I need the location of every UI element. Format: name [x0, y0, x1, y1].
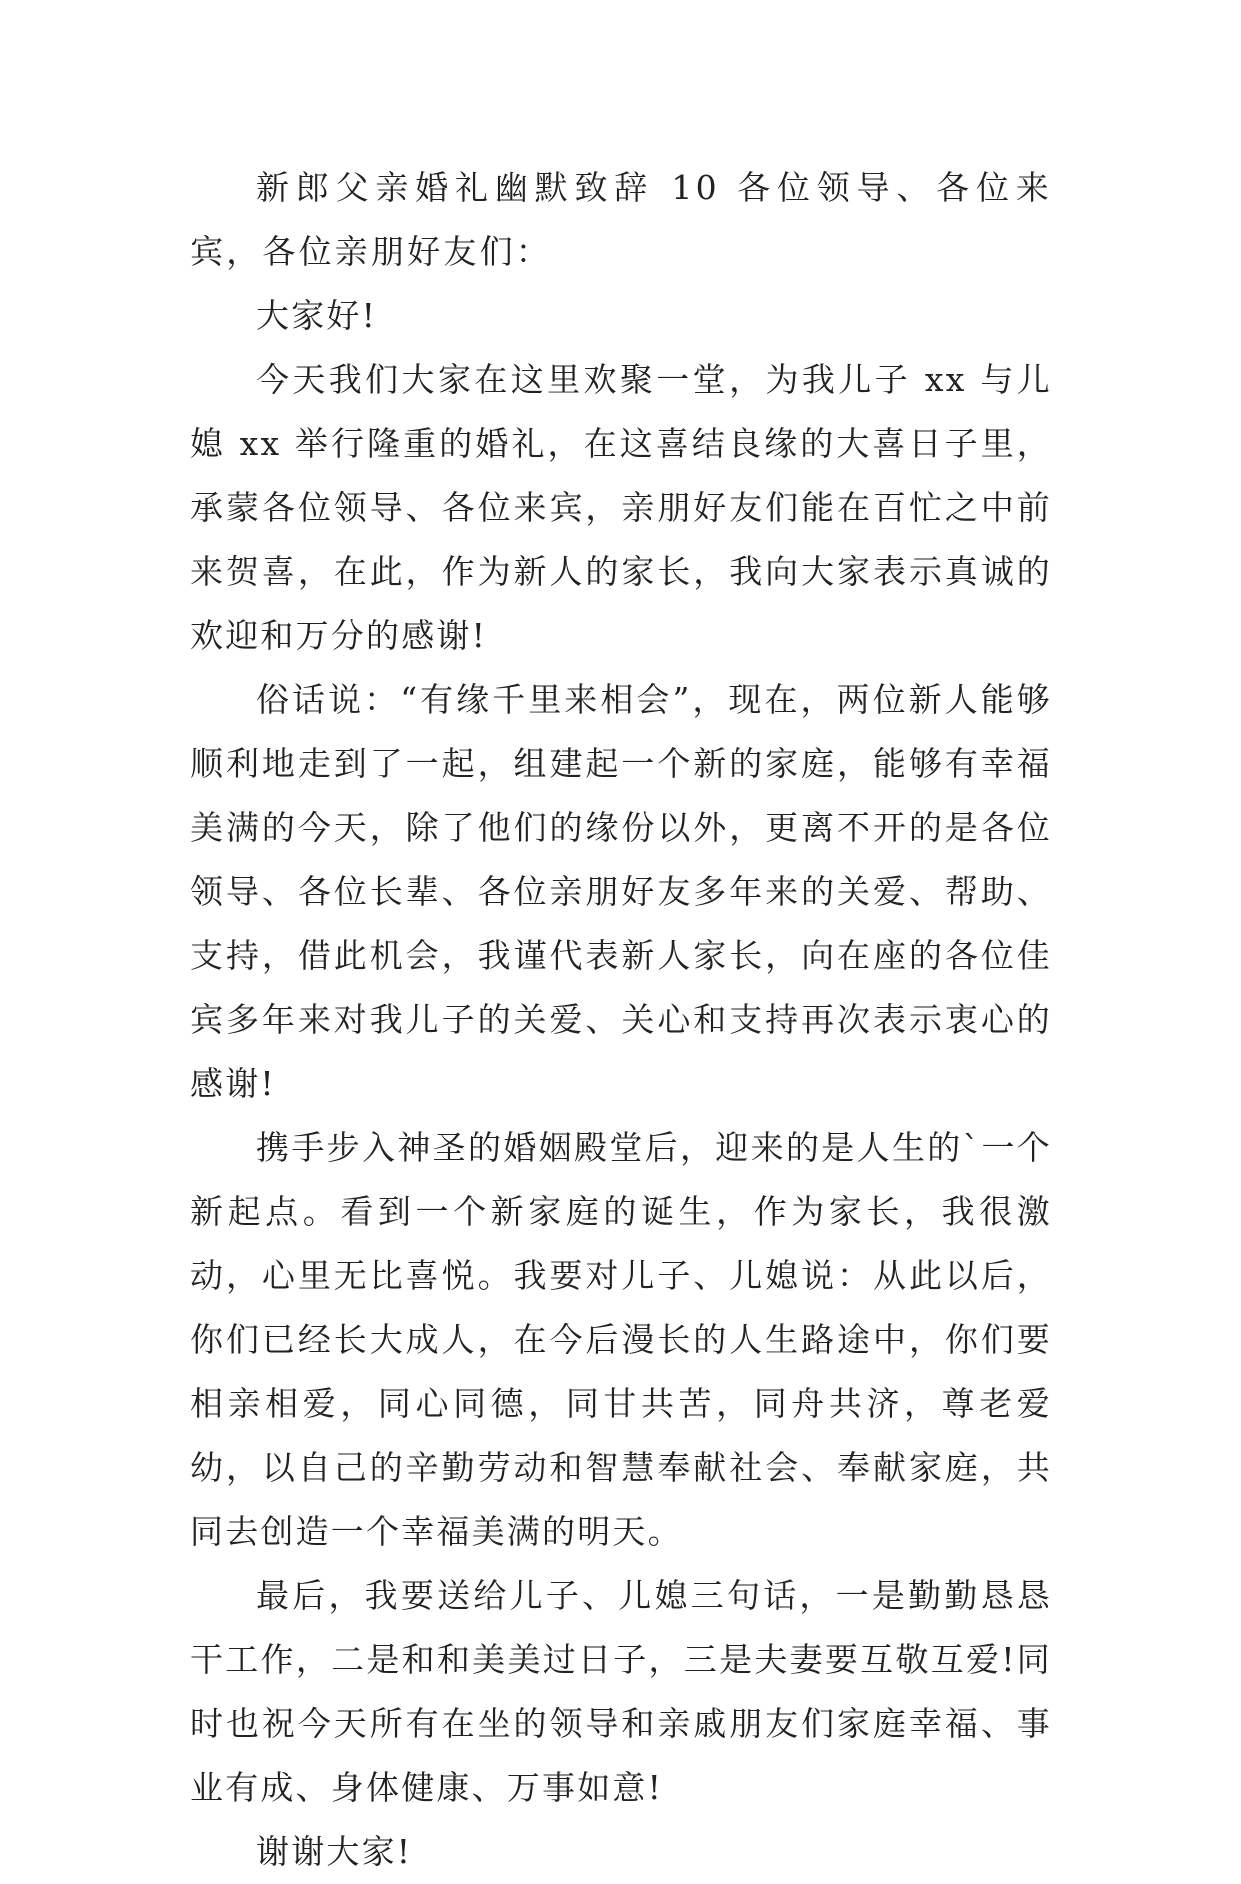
paragraph-hello: 大家好! [256, 296, 378, 335]
paragraph-new-start: 携手步入神圣的婚姻殿堂后，迎来的是人生的`一个新起点。看到一个新家庭的诞生，作为家长，我很激动，心里无比喜悦。我要对儿子、儿媳说：从此以后，你们已经长大成人，在今后漫长的人生路途中，你们要相亲相爱，同心同德，同甘共苦，同舟共济，尊老爱幼，以自己的辛勤劳动和智慧奉献社会、奉献家庭，共同去创造一个幸福美满的明天。 [190, 1128, 1052, 1551]
paragraph-welcome: 今天我们大家在这里欢聚一堂，为我儿子 xx 与儿媳 xx 举行隆重的婚礼，在这喜结良缘的大喜日子里，承蒙各位领导、各位来宾，亲朋好友们能在百忙之中前来贺喜，在此，作为新人的家长，我向大家表示真诚的欢迎和万分的感谢! [190, 360, 1052, 655]
document-body [190, 156, 1052, 1884]
paragraph-title-greeting: 新郎父亲婚礼幽默致辞 10 各位领导、各位来宾，各位亲朋好友们： [190, 168, 1052, 271]
paragraph-thanks: 谢谢大家! [256, 1832, 413, 1871]
paragraph-proverb: 俗话说：“有缘千里来相会”，现在，两位新人能够顺利地走到了一起，组建起一个新的家庭，能够有幸福美满的今天，除了他们的缘份以外，更离不开的是各位领导、各位长辈、各位亲朋好友多年来的关爱、帮助、支持，借此机会，我谨代表新人家长，向在座的各位佳宾多年来对我儿子的关爱、关心和支持再次表示衷心的感谢! [190, 680, 1052, 1103]
paragraph-closing-wishes: 最后，我要送给儿子、儿媳三句话，一是勤勤恳恳干工作，二是和和美美过日子，三是夫妻要互敬互爱!同时也祝今天所有在坐的领导和亲戚朋友们家庭幸福、事业有成、身体健康、万事如意! [190, 1576, 1052, 1807]
